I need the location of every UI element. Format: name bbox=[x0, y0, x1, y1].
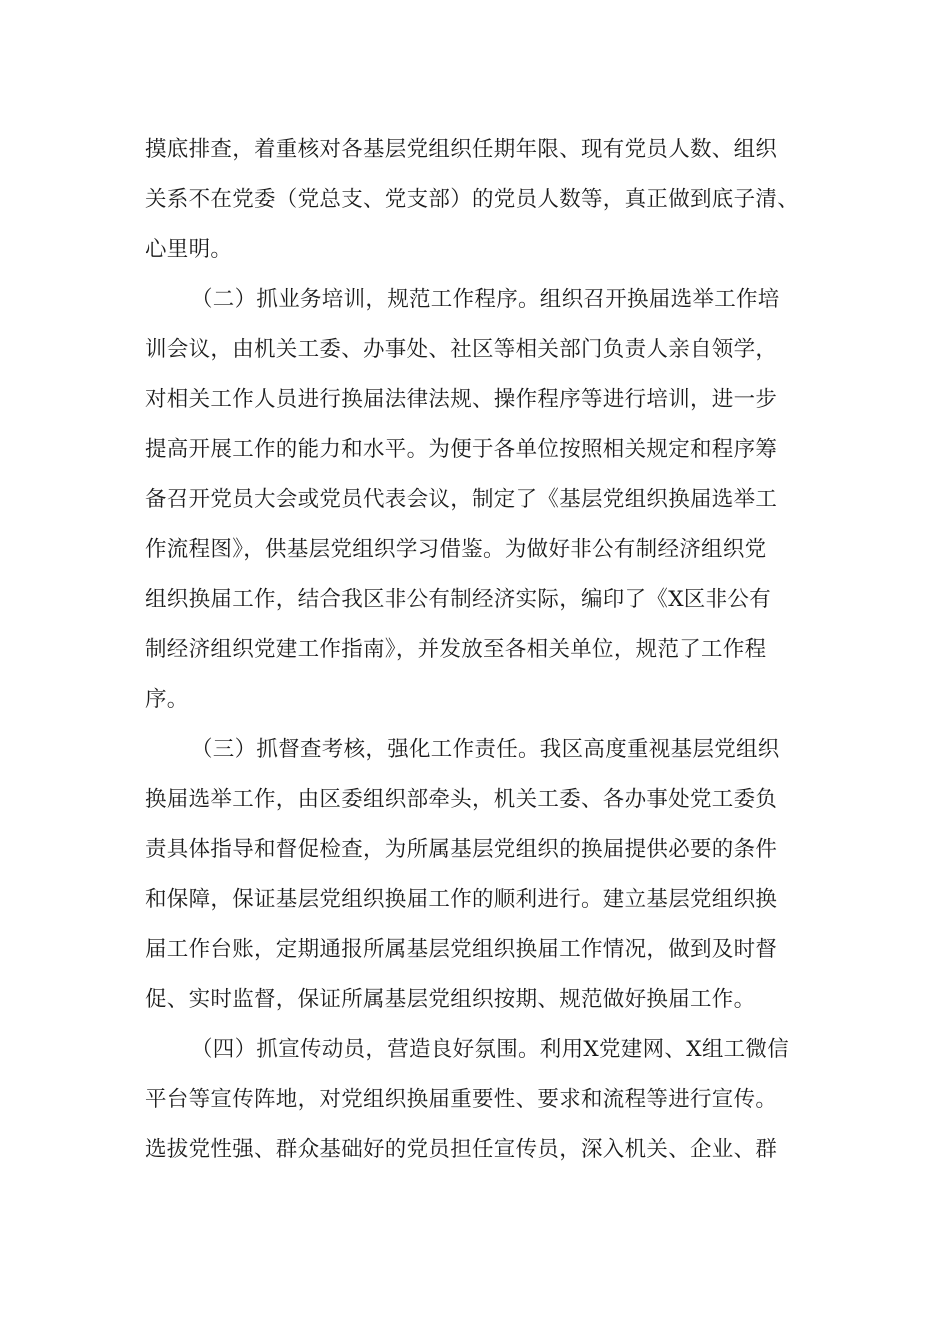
text-line: 提高开展工作的能力和水平。为便于各单位按照相关规定和程序筹 bbox=[145, 437, 778, 462]
text-line: 训会议，由机关工委、办事处、社区等相关部门负责人亲自领学， bbox=[145, 337, 778, 362]
text-line: 作流程图》，供基层党组织学习借鉴。为做好非公有制经济组织党 bbox=[145, 537, 767, 562]
text-line: 摸底排查，着重核对各基层党组织任期年限、现有党员人数、组织 bbox=[145, 137, 778, 162]
text-line: 备召开党员大会或党员代表会议，制定了《基层党组织换届选举工 bbox=[145, 487, 778, 512]
section-heading-line: （二）抓业务培训，规范工作程序。组织召开换届选举工作培 bbox=[191, 287, 780, 312]
document-body bbox=[145, 125, 825, 1175]
section-heading-line: （三）抓督查考核，强化工作责任。我区高度重视基层党组织 bbox=[191, 737, 780, 762]
text-line: 制经济组织党建工作指南》，并发放至各相关单位，规范了工作程 bbox=[145, 637, 767, 662]
text-line: 届工作台账，定期通报所属基层党组织换届工作情况，做到及时督 bbox=[145, 937, 778, 962]
text-line: 关系不在党委（党总支、党支部）的党员人数等，真正做到底子清、 bbox=[145, 187, 800, 212]
text-line: 心里明。 bbox=[145, 237, 233, 262]
text-line: 责具体指导和督促检查，为所属基层党组织的换届提供必要的条件 bbox=[145, 837, 778, 862]
text-line: 换届选举工作，由区委组织部牵头，机关工委、各办事处党工委负 bbox=[145, 787, 778, 812]
text-line: 和保障，保证基层党组织换届工作的顺利进行。建立基层党组织换 bbox=[145, 887, 778, 912]
text-line: 序。 bbox=[145, 687, 189, 712]
text-line: 平台等宣传阵地，对党组织换届重要性、要求和流程等进行宣传。 bbox=[145, 1087, 778, 1112]
text-line: 促、实时监督，保证所属基层党组织按期、规范做好换届工作。 bbox=[145, 987, 756, 1012]
text-line: 组织换届工作，结合我区非公有制经济实际，编印了《X区非公有 bbox=[145, 587, 772, 612]
text-line: 选拔党性强、群众基础好的党员担任宣传员，深入机关、企业、群 bbox=[145, 1137, 778, 1162]
section-heading-line: （四）抓宣传动员，营造良好氛围。利用X党建网、X组工微信 bbox=[191, 1037, 790, 1062]
text-line: 对相关工作人员进行换届法律法规、操作程序等进行培训，进一步 bbox=[145, 387, 778, 412]
